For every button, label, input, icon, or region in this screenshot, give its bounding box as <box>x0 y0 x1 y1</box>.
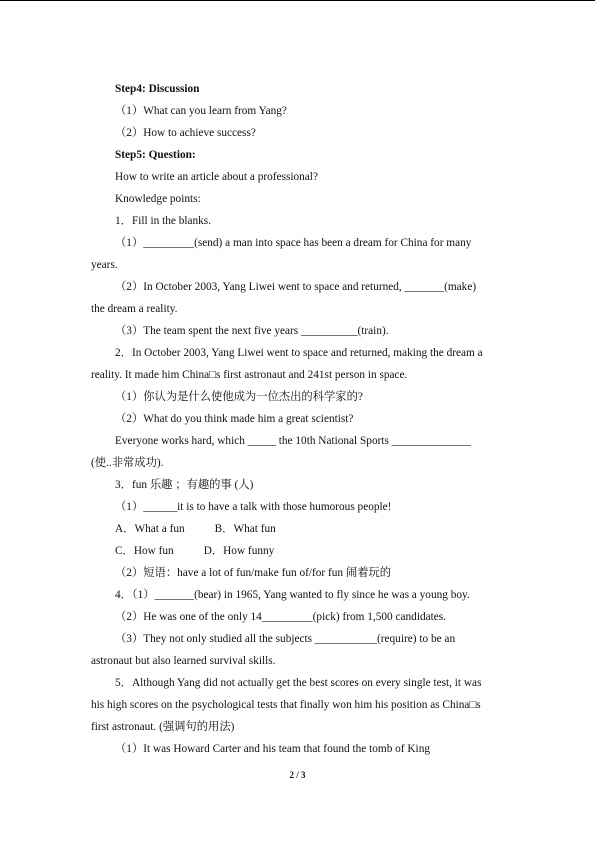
point2-item1: （1）你认为是什么使他成为一位杰出的科学家的? <box>115 391 363 403</box>
point1-item2-line2: the dream a reality. <box>91 303 178 315</box>
point3-item2: （2）短语：have a lot of fun/make fun of/for fun 闹着玩的 <box>115 567 392 579</box>
point3-options-ab <box>91 518 506 540</box>
step4-question-2: （2）How to achieve success? <box>115 127 256 139</box>
option-d: D．How funny <box>203 545 275 557</box>
page-number: 2 / 3 <box>289 770 306 780</box>
point4-item2: （2）He was one of the only 14_________(pick) from 1,500 candidates. <box>115 611 446 623</box>
point3-item1: （1）______it is to have a talk with those humorous people! <box>115 501 392 513</box>
point5-item1: （1）It was Howard Carter and his team that found the tomb of King <box>115 743 430 755</box>
document-body <box>91 78 506 760</box>
step4-question-1: （1）What can you learn from Yang? <box>115 105 287 117</box>
option-b: B．What fun <box>214 523 276 535</box>
step5-question: How to write an article about a professional? <box>115 171 318 183</box>
option-a: A．What a fun <box>115 523 185 535</box>
step5-heading: Step5: Question: <box>115 149 196 161</box>
point2-item2: （2）What do you think made him a great scientist? <box>115 413 354 425</box>
point5-line1: 5．Although Yang did not actually get the best scores on every single test, it was <box>115 677 482 689</box>
point3-title: 3．fun 乐趣 ；有趣的事 (人) <box>115 479 254 491</box>
point1-item1-line1 <box>91 232 506 254</box>
text: （1）_________(send) a man into space has been a dream for China for many <box>115 237 472 249</box>
point1-item3: （3）The team spent the next five years __________(train). <box>115 325 389 337</box>
option-c: C．How fun <box>115 545 174 557</box>
point2-line1: 2．In October 2003, Yang Liwei went to space and returned, making the dream a <box>115 347 483 359</box>
point4-item3-line2: astronaut but also learned survival skills. <box>91 655 276 667</box>
point1-title: 1．Fill in the blanks. <box>115 215 212 227</box>
point1-item2-line1: （2）In October 2003, Yang Liwei went to space and returned, _______(make) <box>115 281 477 293</box>
point4-item3-line1: （3）They not only studied all the subjects ___________(require) to be an <box>115 633 456 645</box>
point2-line2: reality. It made him China□s first astronaut and 241st person in space. <box>91 369 408 381</box>
point4-item1: 4．（1）_______(bear) in 1965, Yang wanted to fly since he was a young boy. <box>115 589 470 601</box>
point1-item1-line2: years. <box>91 259 118 271</box>
knowledge-points-title: Knowledge points: <box>115 193 201 205</box>
point5-line3: first astronaut. (强调句的用法) <box>91 721 235 733</box>
point3-options-cd <box>91 540 506 562</box>
top-border-line <box>0 0 595 1</box>
point2-line4: (使..非常成功). <box>91 457 164 469</box>
point5-line2: his high scores on the psychological tests that finally won him his position as China□s <box>91 699 481 711</box>
point2-line3: Everyone works hard, which _____ the 10th National Sports ______________ <box>115 435 471 447</box>
step4-heading: Step4: Discussion <box>115 83 200 95</box>
